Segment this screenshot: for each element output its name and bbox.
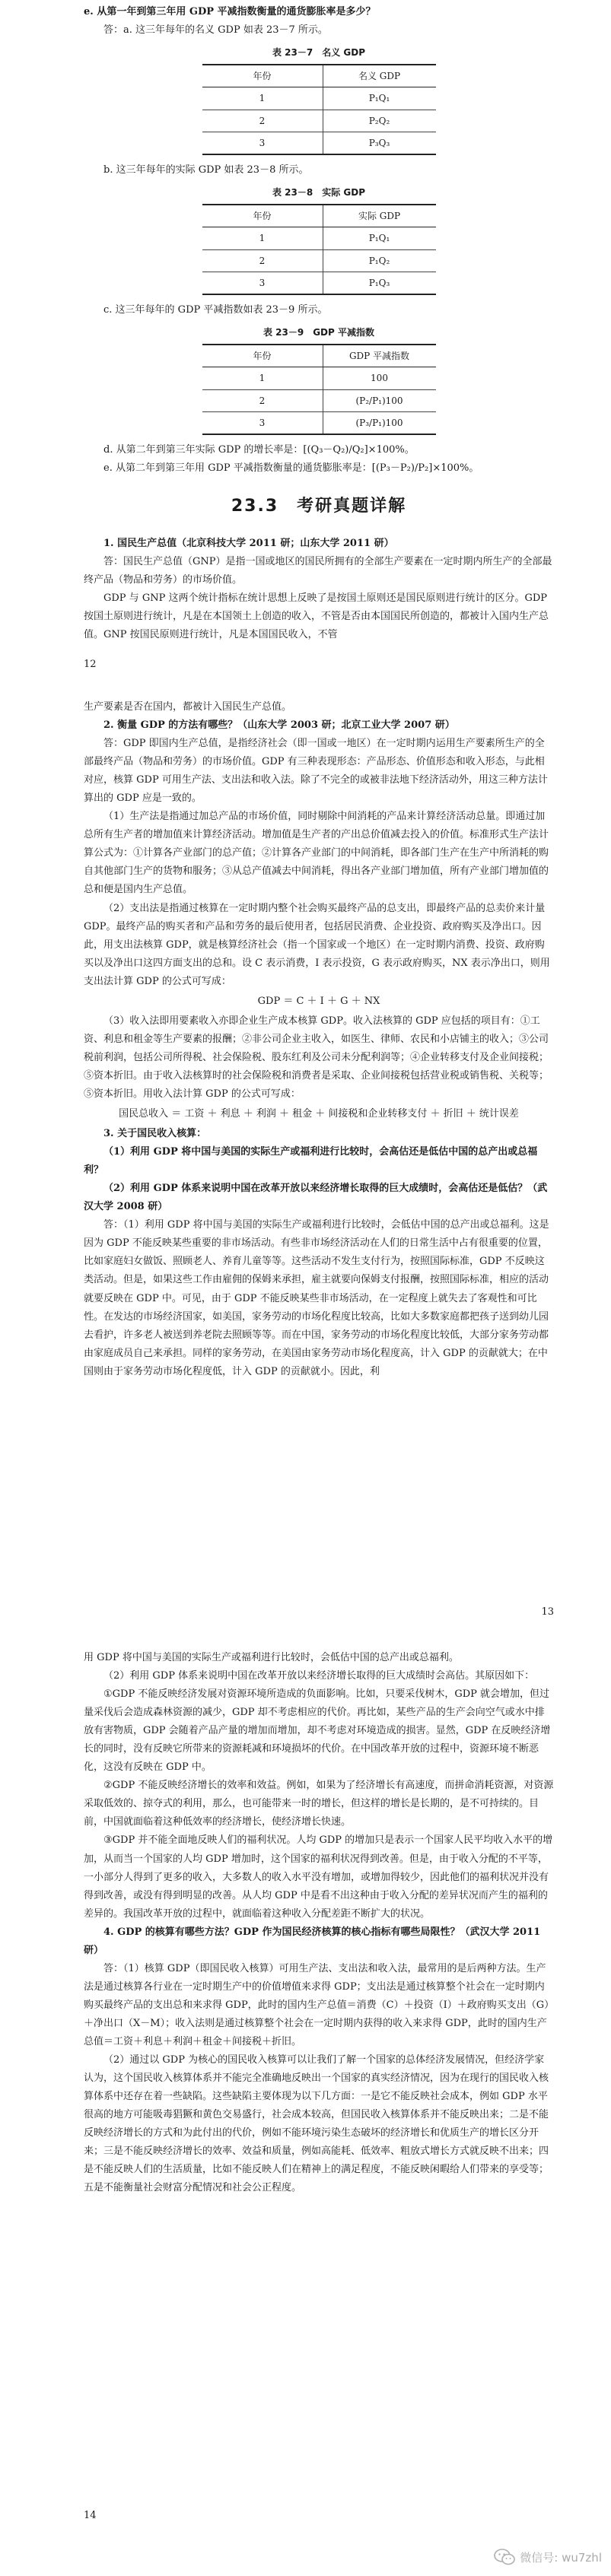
question-2: 2. 衡量 GDP 的方法有哪些？（山东大学 2003 研；北京工业大学 2007 研） (103, 719, 455, 732)
table-header: 年份 (202, 205, 323, 227)
page-number: 13 (541, 1606, 554, 1618)
table-23-7 (202, 64, 436, 155)
formula-gdp-income: 国民总收入 ＝ 工资 ＋ 利息 ＋ 利润 ＋ 租金 ＋ 间接税和企业转移支付 ＋ 折旧 ＋ 统计误差 (119, 1108, 519, 1120)
answer-c: c. 这三年每年的 GDP 平减指数如表 23－9 所示。 (103, 304, 328, 316)
table-cell: P₁Q₁ (323, 227, 436, 249)
answer-4-1: 答：（1）核算 GDP（即国民收入核算）可用生产法、支出法和收入法，最常用的是后两种方法。生产法是通过核算各行业在一定时期生产中的价值增值来求得 GDP；支出法是通过核算整个社会在一定时期内购买最终产品的支出总和来求得 GDP，此时的国内生产总值＝消费（C）＋投资（I）＋政府购买支出（G）＋净出口（X－M）；收入法则是通过核算整个社会在一定时期内获得的收入来求得 GDP，此时的国内生产总值＝工资＋利息＋利润＋租金＋间接税＋折旧。 (84, 1962, 549, 2047)
table-row (202, 132, 436, 154)
table-header: 名义 GDP (323, 65, 436, 87)
table-cell: 3 (202, 272, 323, 294)
answer-a: 答：a. 这三年每年的名义 GDP 如表 23－7 所示。 (103, 24, 328, 37)
page-13-content (84, 698, 554, 1381)
table-cell: P₁Q₂ (323, 249, 436, 272)
table-23-8 (202, 204, 436, 295)
table-cell: (P₂/P₁)100 (323, 389, 436, 411)
table-header: 年份 (202, 345, 323, 367)
answer-3-2-title: （2）利用 GDP 体系来说明中国在改革开放以来经济增长取得的巨大成绩时会高估。其原因如下： (103, 1670, 535, 1682)
page-number: 12 (84, 659, 97, 670)
answer-4-2: （2）通过以 GDP 为核心的国民收入核算可以让我们了解一个国家的总体经济发展情况，但经济学家认为，这个国民收入核算体系并不能完全准确地反映出一个国家的真实经济情况，因为在现行的国民收入核算体系中还存在着一些缺陷。这些缺陷主要体现为以下几方面：一是它不能反映社会成本，例如 GDP 水平很高的地方可能吸毒猖獗和黄色交易盛行，社会成本较高，但国民收入核算体系并不能反映出来；二是不能反映经济增长的方式和为此付出的代价，例如不能环境污染生态破坏的经济增长和优质生产的增长区分开来；三是不能反映经济增长的效率、效益和质量，例如高能耗、低效率、粗放式增长方式就反映不出来；四是不能反映人们的生活质量，比如不能反映人们在精神上的满足程度，不能反映闲暇给人们带来的享受等；五是不能衡量社会财富分配情况和社会公正程度。 (84, 2054, 549, 2194)
table-row (202, 411, 436, 434)
answer-2-production: （1）生产法是指通过加总产品的市场价值，同时剔除中间消耗的产品来计算经济活动总量。即通过加总所有生产者的增加值来计算经济活动。增加值是生产者的产出总价值减去投入的价值。标准形式生产法计算公式为：①计算各产业部门的总产值；②计算各产业部门的中间消耗，即各部门生产在生产中所消耗的购自其他部门生产的货物和服务；③从总产值减去中间消耗，得出各产业部门增加值，所有产业部门增加值的总和便是国内生产总值。 (84, 811, 549, 896)
answer-e: e. 从第二年到第三年用 GDP 平减指数衡量的通货膨胀率是：[(P₃－P₂)/P₂]×100%。 (103, 462, 479, 475)
table-cell: 2 (202, 389, 323, 411)
question-3-1: （1）利用 GDP 将中国与美国的实际生产或福利进行比较时，会高估还是低估中国的总产出或总福利？ (84, 1146, 538, 1177)
table-row (202, 389, 436, 411)
continued-text: 用 GDP 将中国与美国的实际生产或福利进行比较时，会低估中国的总产出或总福利。 (84, 1652, 459, 1663)
table-row (202, 87, 436, 110)
answer-3-2-point-2: ②GDP 不能反映经济增长的效率和效益。例如，如果为了经济增长有高速度，而拼命消耗资源，对资源采取低效的、掠夺式的利用，那么，也可能带来一时的增长，但这样的增长是长期的，是不可持续的。目前，中国就面临着这种低效率的经济增长，使经济增长快速。 (84, 1780, 554, 1828)
answer-2: 答：GDP 即国内生产总值，是指经济社会（即一国或一地区）在一定时期内运用生产要素所生产的全部最终产品（物品和劳务）的市场价值。GDP 有三种表现形态：产品形态、价值形态和收入形态，与此相对应，核算 GDP 可用生产法、支出法和收入法。除了不完全的或被非法地下经济活动外，用这三种方法计算出的 GDP 应是一致的。 (84, 738, 548, 805)
answer-3-2-point-1: ①GDP 不能反映经济发展对资源环境所造成的负面影响。比如，只要采伐树木，GDP 就会增加，但过量采伐后会造成森林资源的减少，GDP 却不考虑相应的代价。再比如，某些产品的生产会向空气或水中排放有害物质，GDP 会随着产品产量的增加而增加，却不考虑对环境造成的损害。显然，GDP 在反映经济增长的同时，没有反映它所带来的资源耗减和环境损坏的代价。在中国改革开放的过程中，资源环境不断恶化，这没有反映在 GDP 中。 (84, 1688, 551, 1774)
table-row (202, 272, 436, 294)
answer-2-income: （3）收入法即用要素收入亦即企业生产成本核算 GDP。收入法核算的 GDP 应包括的项目有：①工资、利息和租金等生产要素的报酬；②非公司企业主收入，如医生、律师、农民和小店铺主的收入；③公司税前利润，包括公司所得税、社会保险税、股东红利及公司未分配利润等；④企业转移支付及企业间接税；⑤资本折旧。由于收入法核算时的社会保险税和消费者是采取、企业间接税包括营业税或销售税、关税等；⑤资本折旧。用收入法计算 GDP 的公式可写成： (84, 1015, 549, 1100)
table-23-9-caption: 表 23－9 GDP 平减指数 (263, 327, 374, 338)
table-23-9 (202, 344, 436, 435)
table-row (202, 249, 436, 272)
wechat-watermark (494, 2549, 602, 2565)
table-cell: 1 (202, 87, 323, 110)
table-cell: 1 (202, 367, 323, 389)
table-23-7-caption: 表 23－7 名义 GDP (272, 47, 365, 59)
table-row (202, 367, 436, 389)
page-12 (0, 0, 611, 684)
answer-2-expenditure: （2）支出法是指通过核算在一定时期内整个社会购买最终产品的总支出，即最终产品的总卖价来计量 GDP。最终产品的购买者和产品和劳务的最后使用者，包括居民消费、企业投资、政府购买及净出口。因此，用支出法核算 GDP，就是核算经济社会（指一个国家或一个地区）在一定时期内消费、投资、政府购买以及净出口这四方面支出的总和。设 C 表示消费，I 表示投资，G 表示政府购买，NX 表示净出口，则用支出法计算 GDP 的公式可写成： (84, 902, 550, 987)
question-1: 1. 国民生产总值（北京科技大学 2011 研；山东大学 2011 研） (103, 537, 394, 549)
section-title: 23.3 考研真题详解 (231, 497, 407, 516)
table-cell: 3 (202, 411, 323, 434)
table-cell: P₁Q₁ (323, 87, 436, 110)
page-number: 14 (84, 2510, 97, 2521)
continued-text: 生产要素是否在国内，都被计入国民生产总值。 (84, 701, 292, 713)
table-cell: 2 (202, 110, 323, 132)
page-14 (0, 1635, 611, 2576)
answer-3-1: 答：（1）利用 GDP 将中国与美国的实际生产或福利进行比较时，会低估中国的总产出或总福利。这是因为 GDP 不能反映某些重要的非市场活动。有些非市场经济活动在人们的日常生活中占有很重要的位置，比如家庭妇女做饭、照顾老人、养育儿童等等。这些活动不发生支付行为，按照国际标准，GDP 不反映这类活动。但是，如果这些工作由雇佣的保姆来承担，雇主就要向保姆支付报酬，按照国际标准，相应的活动就要反映在 GDP 中。可见，由于 GDP 不能反映某些非市场活动，在一定程度上就失去了客观性和可比性。在发达的市场经济国家，如美国，家务劳动的市场化程度比较高，比如大多数家庭都把孩子送到幼儿园去看护，许多老人被送到养老院去照顾等等。而在中国，家务劳动的市场化程度比较低，大部分家务劳动都由家庭成员自己来承担。同样的家务劳动，在美国由家务劳动市场化程度高，计入 GDP 的贡献就大；在中国则由于家务劳动市场化程度低，计入 GDP 的贡献就小。因此，利 (84, 1219, 549, 1377)
answer-1-para-2: GDP 与 GNP 这两个统计指标在统计思想上反映了是按国土原则还是国民原则进行统计的区分。GDP 按国土原则进行统计，凡是在本国领土上创造的收入，不管是否由本国国民所创造的，都被计入国内生产总值。GNP 按国民原则进行统计，凡是本国国民收入，不管 (84, 592, 549, 641)
table-header: GDP 平减指数 (323, 345, 436, 367)
page-13 (0, 684, 611, 1635)
table-cell: (P₃/P₁)100 (323, 411, 436, 434)
table-cell: 100 (323, 367, 436, 389)
wechat-icon (494, 2549, 515, 2565)
answer-3-2-point-3: ③GDP 并不能全面地反映人们的福利状况。人均 GDP 的增加只是表示一个国家人民平均收入水平的增加，从而当一个国家的人均 GDP 增加时，这个国家的福利状况得到改善。但是，由于收入分配的不平等，一小部分人得到了更多的收入，大多数人的收入水平没有增加，或增加得较少，因此他们的福利状况并没有得到改善，或没有得到明显的改善。从人均 GDP 中是看不出这种由于收入分配的差异状况而产生的福利的差异的。我国改革开放的过程中，就面临着这种收入分配差距不断扩大的状况。 (84, 1834, 553, 1920)
table-header: 年份 (202, 65, 323, 87)
table-cell: P₂Q₂ (323, 110, 436, 132)
table-row (202, 110, 436, 132)
question-3-2: （2）利用 GDP 体系来说明中国在改革开放以来经济增长取得的巨大成绩时，会高估还是低估？（武汉大学 2008 研） (84, 1183, 548, 1213)
page-14-content (84, 1649, 554, 2197)
table-row (202, 227, 436, 249)
question-3: 3. 关于国民收入核算： (103, 1128, 207, 1140)
table-23-8-caption: 表 23－8 实际 GDP (272, 187, 365, 199)
answer-b: b. 这三年每年的实际 GDP 如表 23－8 所示。 (103, 164, 309, 176)
answer-d: d. 从第二年到第三年实际 GDP 的增长率是：[(Q₃－Q₂)/Q₂]×100%。 (103, 444, 415, 456)
table-cell: P₃Q₃ (323, 132, 436, 154)
watermark-text: 微信号: wu7zhl (520, 2550, 602, 2565)
table-cell: 3 (202, 132, 323, 154)
question-4: 4. GDP 的核算有哪些方法？GDP 作为国民经济核算的核心指标有哪些局限性？（武汉大学 2011 研） (84, 1926, 541, 1956)
table-cell: 1 (202, 227, 323, 249)
page-12-content (84, 3, 554, 644)
answer-1: 答：国民生产总值（GNP）是指一国或地区的国民所拥有的全部生产要素在一定时期内所生产的全部最终产品（物品和劳务）的市场价值。 (84, 555, 552, 586)
table-cell: 2 (202, 249, 323, 272)
table-cell: P₁Q₃ (323, 272, 436, 294)
question-e: e. 从第一年到第三年用 GDP 平减指数衡量的通货膨胀率是多少？ (84, 6, 376, 17)
formula-gdp-expenditure: GDP ＝ C ＋ I ＋ G ＋ NX (257, 995, 380, 1007)
table-header: 实际 GDP (323, 205, 436, 227)
